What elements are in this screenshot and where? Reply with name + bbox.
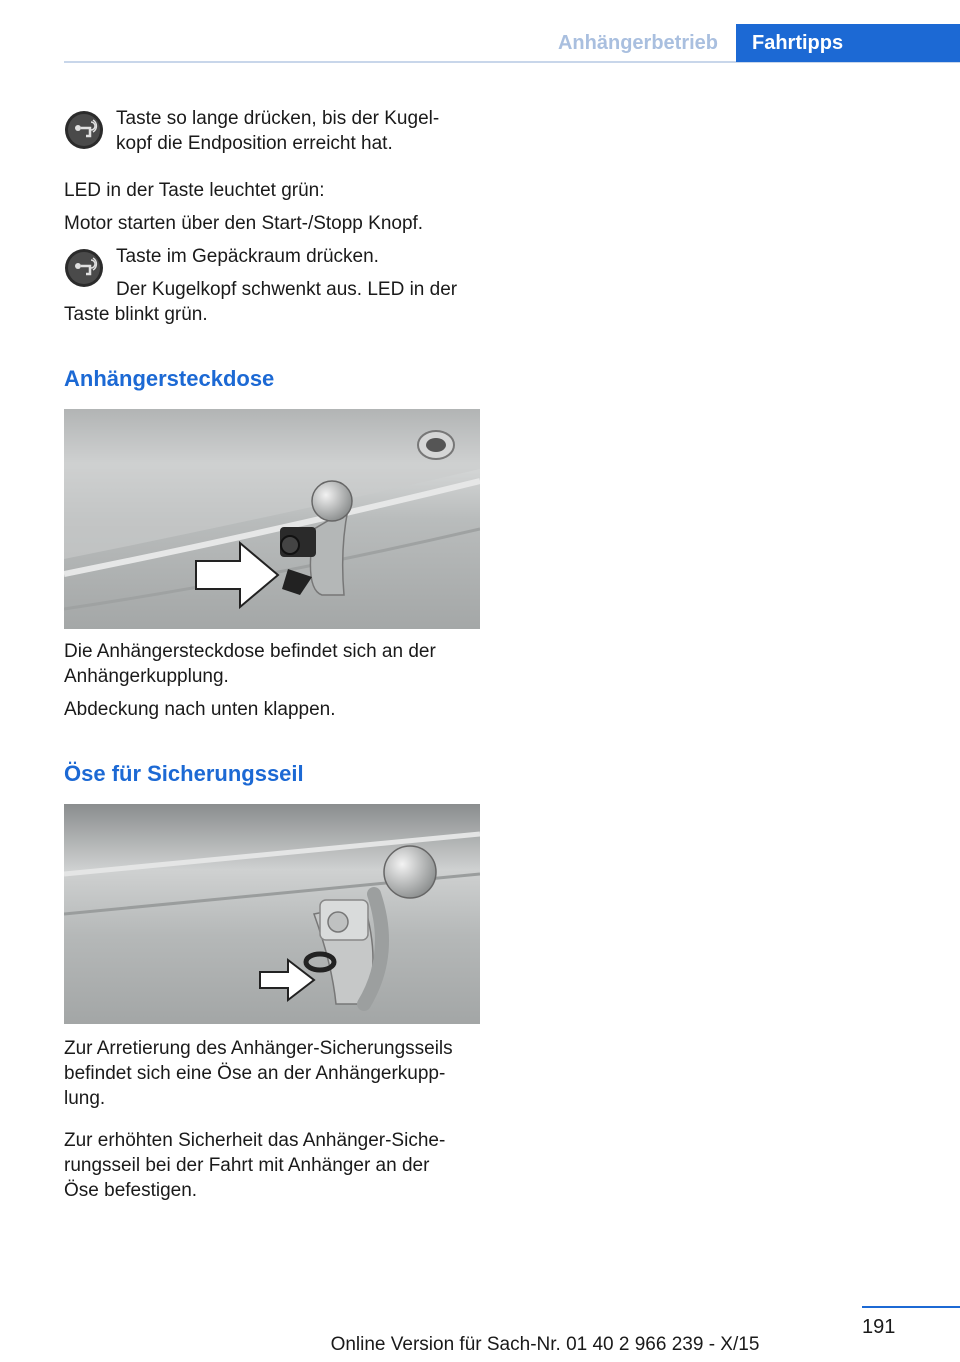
step-1-line-2: kopf die Endposition erreicht hat. [116, 133, 393, 154]
instruction-step-2 [64, 244, 482, 302]
footer-version-text: Online Version für Sach-Nr. 01 40 2 966 239 - X/15 [330, 1334, 760, 1355]
led-status-text: LED in der Taste leuchtet grün: [64, 180, 325, 201]
header-section-title: Anhängerbetrieb [557, 32, 719, 54]
safety-eyelet-photo [64, 804, 480, 1024]
step-1-line-1: Taste so lange drücken, bis der Kugel- [116, 108, 440, 129]
section-2-safety-line-3: Öse befestigen. [64, 1180, 198, 1201]
motor-start-text: Motor starten über den Start-/Stopp Knopf. [64, 213, 424, 234]
section-2-line-2: befindet sich eine Öse an der Anhängerkupp- [64, 1063, 446, 1084]
section-2-safety-line-2: rungsseil bei der Fahrt mit Anhänger an der [64, 1155, 430, 1176]
main-column [64, 96, 482, 1203]
section-1-cover-text: Abdeckung nach unten klappen. [64, 699, 336, 720]
trailer-hitch-button-icon [64, 248, 104, 288]
header-chapter-tab: Fahrtipps [736, 24, 960, 62]
step-2-text: Taste im Gepäckraum drücken. [116, 246, 379, 267]
page-number: 191 [862, 1316, 896, 1338]
section-2-line-1: Zur Arretierung des Anhänger-Sicherungsseils [64, 1038, 453, 1059]
page-number-rule [862, 1306, 960, 1308]
trailer-hitch-button-icon [64, 110, 104, 150]
section-title-trailer-socket: Anhängersteckdose [64, 366, 275, 391]
section-1-line-2: Anhängerkupplung. [64, 666, 229, 687]
instruction-step-1 [64, 106, 482, 156]
section-2-safety-line-1: Zur erhöhten Sicherheit das Anhänger-Siche- [64, 1130, 446, 1151]
section-title-safety-eyelet: Öse für Sicherungsseil [64, 761, 304, 786]
trailer-socket-photo [64, 409, 480, 629]
step-2-detail-line-2: Taste blinkt grün. [64, 304, 208, 325]
section-1-line-1: Die Anhängersteckdose befindet sich an der [64, 641, 436, 662]
section-2-line-3: lung. [64, 1088, 106, 1109]
step-2-detail-line-1: Der Kugelkopf schwenkt aus. LED in der [116, 279, 458, 300]
